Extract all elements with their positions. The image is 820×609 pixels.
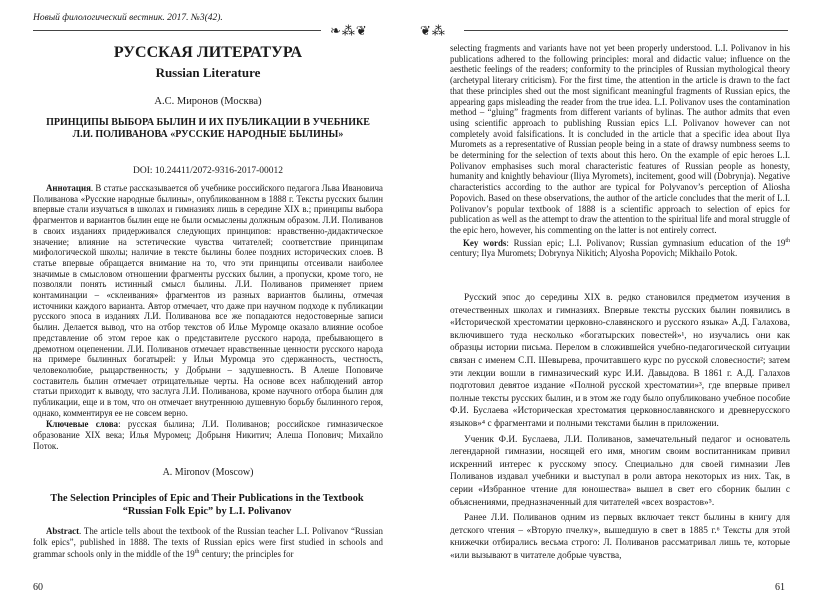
keywords-ru-label: Ключевые слова — [46, 419, 119, 430]
keywords-en-label: Key words — [463, 237, 507, 248]
author-ru: А.С. Миронов (Москва) — [154, 96, 262, 107]
abstract-en-continued — [450, 43, 790, 259]
header-ornament-right-icon: ❦⁂ — [420, 23, 446, 38]
abstract-en-text: . The article tells about the textbook of the Russian teacher L.I. Polivanov “Russian folk epics”, published in 1888. The texts of Russian epics were first studied in schools and grammar schools only in the middle of the 19 — [33, 526, 383, 560]
abstract-ru-text: . В статье рассказывается об учебнике российского педагога Льва Ивановича Поливанова «Русские народные былины», опубликованном в 1888 г. Тексты русских былин впервые стали изучаться в школах и гимназиях лишь в середине XIX в.; принципы выбора фрагментов и вариантов былин еще не были осмыслены должным образом. Л.И. Поливанов в своих изданиях придерживался следующих принципов: нравственно-дидактическое значение; влияние на эстетические чувства читателей; соответствие принципам мифологической школы; наличие в тексте былины более поздних исторических слоев. В статье впервые обращается внимание на то, что эти принципы отсеивали наиболее значимые в смысловом отношении фрагменты русских былин, а пропуски, кроме того, не позволяли понять истинный смысл былины. Л.И. Поливанов применяет прием контаминации – «склеивания» фрагментов из разных вариантов былины, отмечая источники каждого варианта. Автор отмечает, что даже при научном подходе к публикации русского эпоса в изданиях Л.И. Поливанова все же попадаются недостоверные записи былин. Делается вывод, что на отбор текстов об Илье Муромце оказало влияние особое представление об этом герое как о представителе русского народа, пребывающего в дремотном оцепенении. Л.И. Поливанов отмечает нравственные ценности русского народа на примере былинных богатырей: у Ильи Муромца это сдержанность, честность, человеколюбие, рыцарственность; у Добрыни – задушевность. В Алеше Поповиче составитель былин отмечает отрицательные черты. На основе всех наблюдений автор статьи приходит к выводу, что заслуга Л.И. Поливанова, кроме научного отбора былин для публикации, еще и в том, что он отмечает внутреннюю душевную борьбу былинного героя, однако, комментируя ее не совсем верно. — [33, 183, 383, 418]
abstract-en-block — [33, 526, 383, 560]
keywords-en-tail: century; Ilya Muromets; Dobrynya Nikitich; Alyosha Popovich; Mikhailo Potok. — [450, 248, 738, 259]
page-number-right: 61 — [775, 582, 785, 593]
abstract-en-continued-text: selecting fragments and variants have not yet been properly understood. L.I. Polivanov in his publications adhered to the following principles: moral and didactic value; influence on the aesthetic feelings of the readers; conformity to the principles of Russian mythological theory (archetypal literary criticism). For the first time, the attention in the article is drawn to the fact that these principles shed out the most significant meaningful fragments of Russian epics, the appearing gaps misleading the reader from the true idea. L.I. Polivanov uses the contamination method – “gluing” fragments from different variants of bylinas. The author admits that even using scientific approach to publishing Russian epics L.I. Polivanov however can not completely avoid falsifications. It is concluded in the article that a specific idea about Ilya Muromets as a representative of Russian people being in a state of drawsy numbness seems to be determining for the selection of texts about this hero. On the example of epic heroes L.I. Polivanov emphasises such moral characteristic features of Russian people as honesty, humanity and knightly behaviour (Iliya Myromets), incitement, good will (Dobrynja). Negative characteristics according to the author are typical for Polyvanov’s perception of Aliosha Popovich. Based on these observations, the author of the article concludes that the merit of L.I. Polivanov’s popular textbook of 1888 is a scientific approach to selection of epics for publication as well as the attempt to draw the attention to the spiritual life and moral struggle of the epic hero, however, his commenting on the latter is not entirely correct. — [450, 43, 790, 235]
right-page — [410, 0, 820, 609]
article-body — [450, 292, 790, 562]
abstract-en — [33, 526, 383, 560]
body-paragraph: Ученик Ф.И. Буслаева, Л.И. Поливанов, замечательный педагог и основатель легендарной гимназии, носящей его имя, многим своим воспитанникам привил искренний интерес к русскому эпосу. Специально для своей гимназии Лев Поливанов издавал учебники и выступал в роли автора некоторых из них. Так, в серии «Избранное чтение для юношества» вышел в свет его сборник былин с объяснениями, предназначенный для читателей «всех возрастов»⁵. — [450, 434, 790, 508]
body-paragraph: Русский эпос до середины XIX в. редко становился предметом изучения в отечественных школах и гимназиях. Впервые тексты русских былин появились в «Исторической хрестоматии церковно-славянского и русского языка» А.Д. Галахова, включившего туда несколько «богатырских повестей»¹, но изучались они как образцы истории письма. Перелом в сложившейся учебно-педагогической ситуации связан с именем С.П. Шевырева, прочитавшего курс по русской словесности²; затем эти лекции вошли в гимназический курс И.И. Давыдова. В 1861 г. А.Д. Галахов подготовил девятое издание «Полной русской хрестоматии»³, где впервые привел полные тексты русских былин, и в этом же году было опубликовано учебное пособие Ф.И. Буслаева «Историческая хрестоматия церковнославянского и древнерусского языков»⁴ с фрагментами и полными текстами былин в приложении. — [450, 293, 790, 429]
author-en: A. Mironov (Moscow) — [162, 467, 254, 478]
article-title-en: The Selection Principles of Epic and Their Publications in the Textbook “Russian Folk Epic” by L.I. Polivanov — [50, 493, 364, 517]
section-subtitle: Russian Literature — [155, 65, 261, 80]
keywords-en-sup: th — [785, 237, 790, 244]
keywords-ru-text: : русская былина; Л.И. Поливанов; российское гимназическое образование XIX века; Илья Муромец; Добрыня Никитич; Алеша Попович; Михайло Поток. — [33, 419, 383, 451]
keywords-en-text: : Russian epic; L.I. Polivanov; Russian gymnasium education of the 19 — [506, 237, 786, 248]
doi: DOI: 10.24411/2072-9316-2017-00012 — [132, 166, 284, 176]
abstract-ru — [33, 183, 383, 418]
header-ornament-icon: ❧⁂❦ — [330, 23, 368, 38]
abstract-en-sup: th — [194, 549, 200, 556]
article-title-ru: ПРИНЦИПЫ ВЫБОРА БЫЛИН И ИХ ПУБЛИКАЦИИ В УЧЕБНИКЕ Л.И. ПОЛИВАНОВА «РУССКИЕ НАРОДНЫЕ БЫЛИНЫ» — [46, 117, 370, 140]
abstract-en-label: Abstract — [46, 526, 80, 536]
abstract-en-tail: century; the principles for — [199, 549, 294, 560]
body-paragraph: Ранее Л.И. Поливанов одним из первых включает текст былины в книгу для детского чтения – «Вторую пчелку», вышедшую в свет в 1885 г.⁶ Тексты для этой книжечки отбирались весьма строго: Л. Поливанов рассматривал лишь те, которые «или вызывают в читателе добрые чувства, — [450, 513, 790, 561]
abstract-ru-label: Аннотация — [46, 183, 91, 193]
keywords-ru — [33, 419, 383, 451]
header-rule — [33, 30, 321, 31]
section-title: РУССКАЯ ЛИТЕРАТУРА — [113, 44, 303, 61]
abstract-ru-block — [33, 183, 383, 452]
running-head: Новый филологический вестник. 2017. №3(42). — [33, 13, 223, 23]
keywords-en — [450, 236, 790, 259]
page-number-left: 60 — [33, 582, 43, 593]
header-rule-right — [464, 30, 788, 31]
